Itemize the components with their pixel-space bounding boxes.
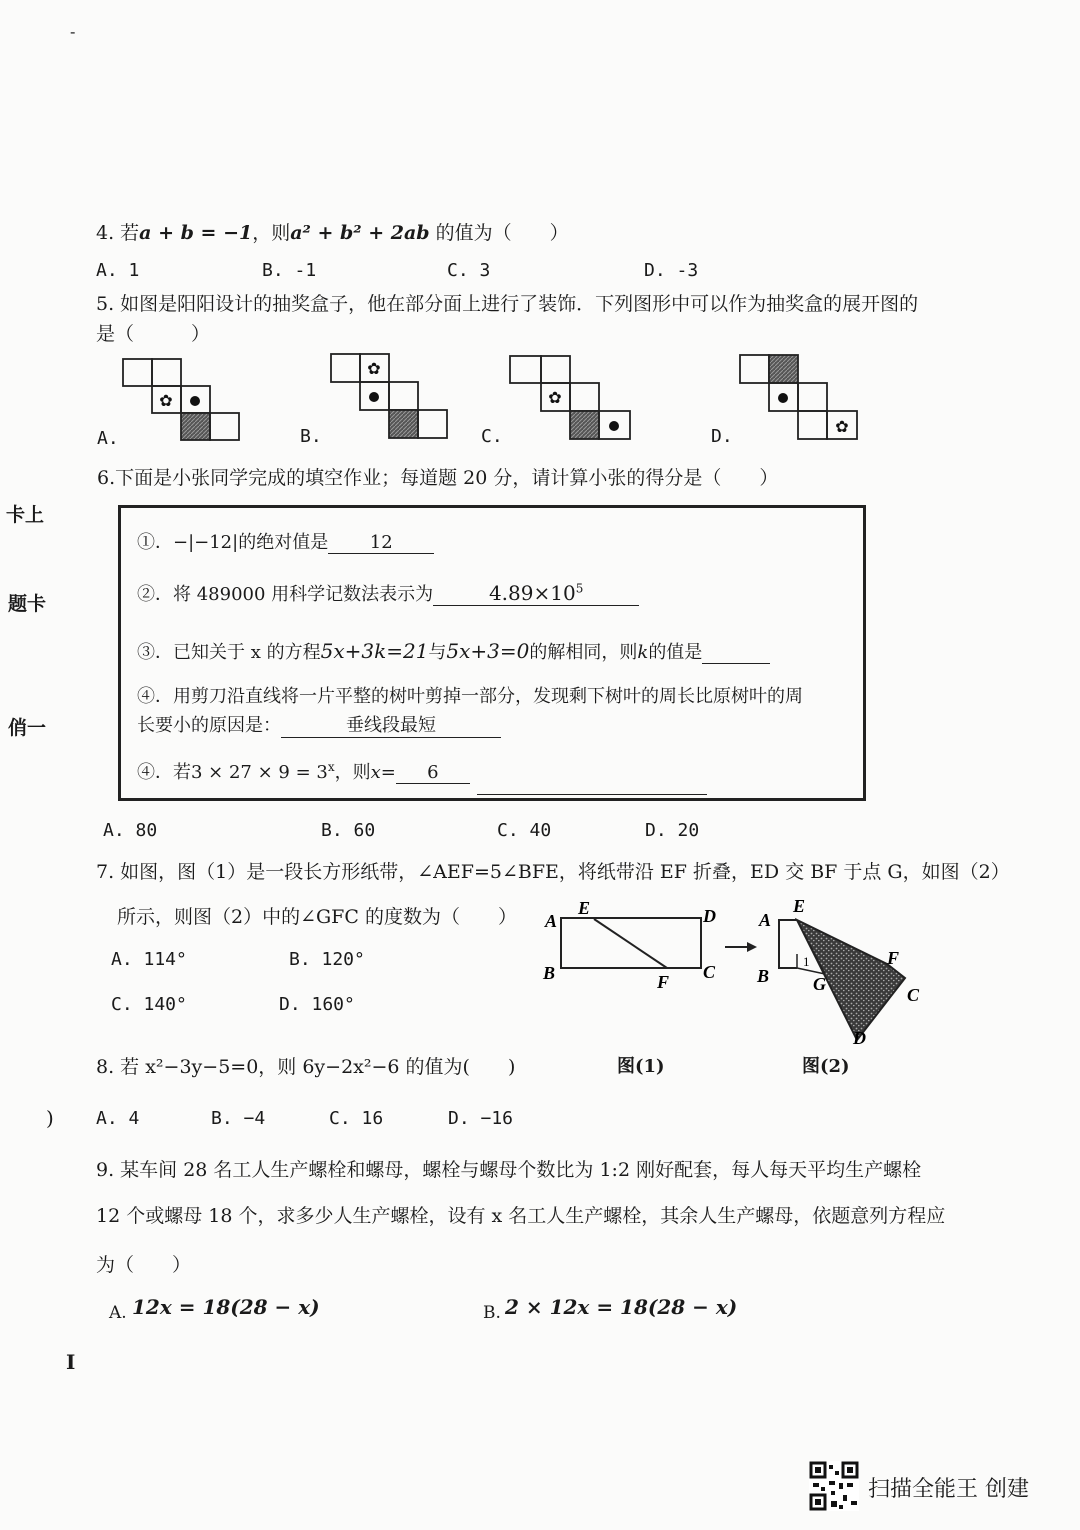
q6-item-2 bbox=[137, 580, 639, 606]
q7-option-a[interactable]: A. 114° bbox=[111, 949, 187, 970]
fig2-caption: 图(2) bbox=[802, 1056, 850, 1077]
q5-net-c bbox=[510, 356, 630, 439]
question-7-stem-line2: 所示，则图（2）中的∠GFC 的度数为（ ） bbox=[117, 906, 517, 928]
q6-item-5 bbox=[137, 758, 470, 784]
q4-option-d[interactable]: D. -3 bbox=[644, 260, 699, 281]
q7-option-c[interactable]: C. 140° bbox=[111, 994, 187, 1015]
q6-option-d[interactable]: D. 20 bbox=[645, 820, 700, 841]
fig1-label-e: E bbox=[578, 898, 591, 918]
fig1-label-c: C bbox=[703, 962, 716, 982]
q9-option-b-equation[interactable]: 2 × 12x = 18(28 − x) bbox=[505, 1295, 738, 1319]
q6-item-2-exponent: 5 bbox=[575, 581, 584, 596]
q6-option-a[interactable]: A. 80 bbox=[103, 820, 158, 841]
q4-prefix: 4. 若 bbox=[96, 222, 140, 244]
q6-stray-line bbox=[477, 794, 707, 795]
fig2-label-b: B bbox=[757, 966, 770, 986]
q4-condition: a + b = −1 bbox=[139, 222, 253, 244]
dot-icon bbox=[369, 392, 379, 402]
fig1-label-f: F bbox=[657, 972, 670, 992]
q6-item-3-mid: 与 bbox=[428, 642, 447, 663]
q7-figure-2 bbox=[756, 896, 920, 1048]
qr-code-icon bbox=[809, 1461, 859, 1511]
q6-item-5-exponent: x bbox=[327, 760, 335, 774]
fig2-label-c: C bbox=[907, 985, 920, 1005]
q6-item-5-text: ④．若3 × 27 × 9 = 3 bbox=[137, 762, 328, 783]
margin-note-1: 卡上 bbox=[6, 504, 45, 526]
margin-dash: - bbox=[70, 22, 76, 41]
q6-item-1-text: ①．−|−12|的绝对值是 bbox=[137, 532, 329, 553]
q4-option-a[interactable]: A. 1 bbox=[96, 260, 140, 281]
q6-item-3 bbox=[137, 638, 770, 664]
q4-mid: ，则 bbox=[252, 222, 291, 244]
scanner-app-watermark: 扫描全能王 创建 bbox=[868, 1477, 1029, 1502]
fig2-label-a: A bbox=[759, 910, 772, 930]
question-6-stem: 6.下面是小张同学完成的填空作业；每道题 20 分，请计算小张的得分是（ ） bbox=[97, 467, 779, 489]
fig1-label-a: A bbox=[545, 911, 558, 931]
margin-paren: ) bbox=[46, 1106, 54, 1130]
q6-item-3-blank bbox=[702, 642, 770, 664]
q8-option-a[interactable]: A. 4 bbox=[96, 1108, 140, 1129]
q6-item-2-answer: 4.89×10 bbox=[488, 581, 576, 605]
arrow-right-icon bbox=[725, 942, 757, 952]
q7-option-b[interactable]: B. 120° bbox=[289, 949, 365, 970]
q6-item-5-var: x= bbox=[370, 762, 396, 783]
q6-option-c[interactable]: C. 40 bbox=[497, 820, 552, 841]
q8-option-c[interactable]: C. 16 bbox=[329, 1108, 384, 1129]
dot-icon bbox=[778, 393, 788, 403]
dot-icon bbox=[609, 421, 619, 431]
q6-item-3-text-c: 的值是 bbox=[648, 642, 703, 663]
dot-icon bbox=[190, 396, 200, 406]
q6-item-3-text-b: 的解相同，则 bbox=[529, 642, 638, 663]
q8-option-d[interactable]: D. −16 bbox=[448, 1108, 514, 1129]
question-9-line2: 12 个或螺母 18 个，求多少人生产螺栓，设有 x 名工人生产螺栓，其余人生产螺母，依题意列方程应 bbox=[96, 1205, 946, 1227]
q6-item-4-answer: 垂线段最短 bbox=[281, 711, 501, 738]
q5-net-b bbox=[331, 354, 447, 438]
q6-item-3-eq2: 5x+3=0 bbox=[446, 639, 530, 663]
fig2-label-g: G bbox=[813, 974, 826, 994]
q6-item-1-answer: 12 bbox=[328, 532, 434, 554]
q6-item-4-line1: ④．用剪刀沿直线将一片平整的树叶剪掉一部分，发现剩下树叶的周长比原树叶的周 bbox=[137, 686, 803, 707]
q7-option-d[interactable]: D. 160° bbox=[279, 994, 355, 1015]
fig2-label-e: E bbox=[793, 896, 806, 916]
q7-figure-1 bbox=[542, 898, 716, 992]
q6-item-3-eq1: 5x+3k=21 bbox=[320, 639, 429, 663]
q4-suffix: 的值为（ ） bbox=[429, 222, 569, 244]
q4-option-b[interactable]: B. -1 bbox=[262, 260, 317, 281]
question-5-stem-line2: 是（ ） bbox=[96, 323, 211, 345]
q5-option-c[interactable]: C. bbox=[481, 426, 503, 447]
q9-option-b-label[interactable]: B. bbox=[483, 1303, 501, 1323]
q7-figures bbox=[535, 892, 935, 1052]
q6-item-3-k: k bbox=[637, 642, 649, 663]
q6-option-b[interactable]: B. 60 bbox=[321, 820, 376, 841]
q5-net-a bbox=[123, 359, 239, 440]
flower-icon: ✿ bbox=[159, 393, 173, 410]
question-4-stem bbox=[96, 218, 569, 245]
q6-item-4-line2 bbox=[137, 711, 501, 738]
fig2-label-f: F bbox=[887, 948, 900, 968]
question-7-stem-line1: 7. 如图，图（1）是一段长方形纸带，∠AEF=5∠BFE，将纸带沿 EF 折叠，ED 交 BF 于点 G，如图（2） bbox=[96, 861, 1010, 883]
q6-item-5-answer: 6 bbox=[396, 762, 470, 784]
q6-item-3-text-a: ③．已知关于 x 的方程 bbox=[137, 642, 321, 663]
q6-homework-box bbox=[118, 505, 866, 801]
q5-option-d[interactable]: D. bbox=[711, 426, 733, 447]
q6-item-5-mid: ，则 bbox=[334, 762, 371, 783]
fig2-angle-mark: 1 bbox=[803, 954, 810, 969]
flower-icon: ✿ bbox=[835, 419, 849, 436]
margin-note-2: 题卡 bbox=[8, 593, 47, 615]
fig1-label-d: D bbox=[703, 906, 716, 926]
q5-net-d bbox=[740, 355, 857, 439]
q6-item-4-text-b: 长要小的原因是： bbox=[137, 715, 281, 736]
q8-option-b[interactable]: B. −4 bbox=[211, 1108, 266, 1129]
question-5-stem-line1: 5. 如图是阳阳设计的抽奖盒子，他在部分面上进行了装饰．下列图形中可以作为抽奖盒的展开图的 bbox=[96, 293, 919, 315]
fig1-caption: 图(1) bbox=[617, 1056, 665, 1077]
page-mark: I bbox=[66, 1350, 76, 1374]
margin-note-3: 俏一 bbox=[8, 717, 47, 739]
q6-item-1 bbox=[137, 528, 434, 554]
q5-option-b[interactable]: B. bbox=[300, 426, 322, 447]
q4-expression: a² + b² + 2ab bbox=[290, 222, 430, 244]
question-8-stem: 8. 若 x²−3y−5=0，则 6y−2x²−6 的值为( ) bbox=[96, 1056, 516, 1078]
q5-option-a[interactable]: A. bbox=[97, 428, 119, 449]
q6-item-2-text: ②．将 489000 用科学记数法表示为 bbox=[137, 584, 434, 605]
q9-option-a-label[interactable]: A. bbox=[109, 1303, 127, 1323]
fig1-label-b: B bbox=[543, 963, 556, 983]
question-9-line1: 9. 某车间 28 名工人生产螺栓和螺母，螺栓与螺母个数比为 1:2 刚好配套，每人每天平均生产螺栓 bbox=[96, 1159, 922, 1181]
fig2-label-d: D bbox=[853, 1028, 866, 1048]
flower-icon: ✿ bbox=[367, 361, 381, 378]
question-9-line3: 为（ ） bbox=[96, 1254, 192, 1276]
q9-option-a-equation[interactable]: 12x = 18(28 − x) bbox=[132, 1295, 320, 1319]
q4-option-c[interactable]: C. 3 bbox=[447, 260, 491, 281]
flower-icon: ✿ bbox=[548, 390, 562, 407]
